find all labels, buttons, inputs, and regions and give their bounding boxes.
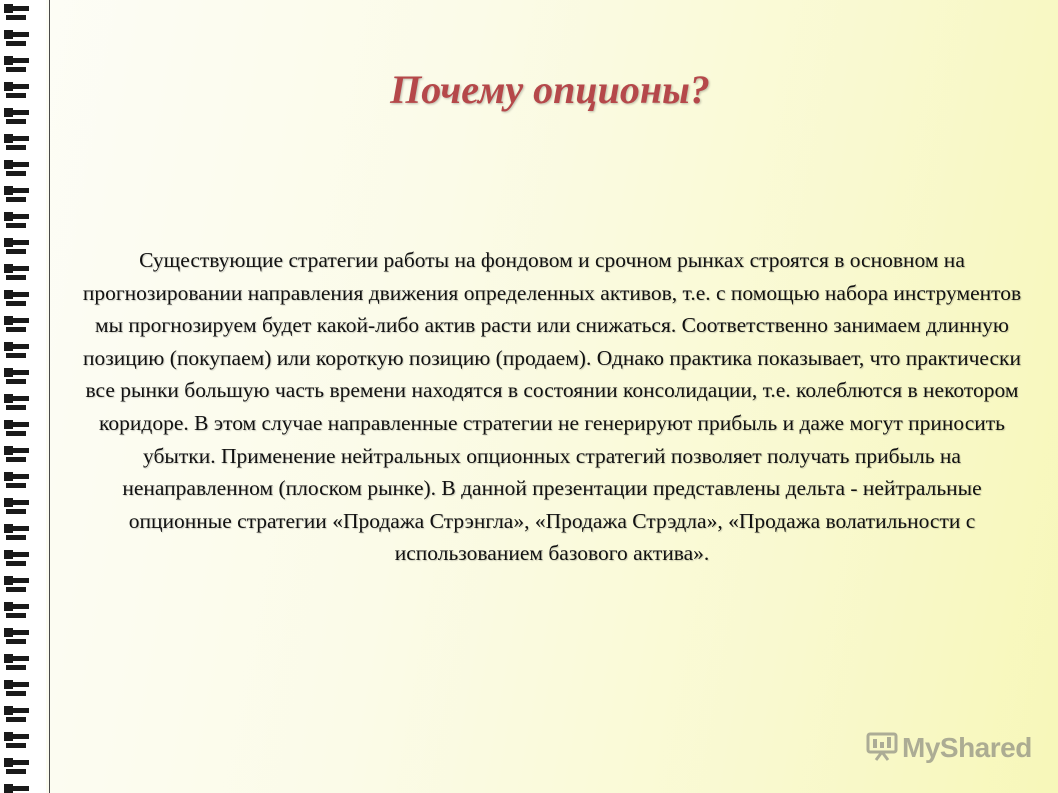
binding-ring	[4, 394, 29, 410]
binding-ring	[4, 602, 29, 618]
binding-ring	[4, 212, 29, 228]
binding-ring	[4, 758, 29, 774]
binding-ring	[4, 82, 29, 98]
binding-ring	[4, 550, 29, 566]
binding-ring	[4, 30, 29, 46]
binding-ring	[4, 4, 29, 20]
binding-ring	[4, 446, 29, 462]
binding-ring	[4, 420, 29, 436]
binding-ring	[4, 160, 29, 176]
slide-title: Почему опционы?	[390, 67, 710, 112]
binding-ring	[4, 576, 29, 592]
binding-rings	[0, 0, 46, 793]
binding-ring	[4, 680, 29, 696]
binding-ring	[4, 56, 29, 72]
binding-ring	[4, 342, 29, 358]
watermark-text: MyShared	[902, 732, 1032, 763]
binding-ring	[4, 732, 29, 748]
binding-ring	[4, 784, 29, 793]
binding-ring	[4, 628, 29, 644]
slide-body-text: Существующие стратегии работы на фондовом и срочном рынках строятся в основном на прогнозировании направления движения определенных активов, т.е. с помощью набора инструментов мы прогнозируем будет какой-либо актив расти или снижаться. Соответственно занимаем длинную позицию (покупаем) или короткую позицию (продаем). Однако практика показывает, что практически все рынки большую часть времени находятся в состоянии консолидации, т.е. колеблются в некотором коридоре. В этом случае направленные стратегии не генерируют прибыль и даже могут приносить убытки. Применение нейтральных опционных стратегий позволяет получать прибыль на ненаправленном (плоском рынке). В данной презентации представлены дельта - нейтральные опционные стратегии «Продажа Стрэнгла», «Продажа Стрэдла», «Продажа волатильности с использованием базового актива».	[82, 248, 1022, 566]
binding-ring	[4, 108, 29, 124]
binding-ring	[4, 238, 29, 254]
binding-ring	[4, 368, 29, 384]
watermark	[866, 728, 1032, 768]
binding-ring	[4, 524, 29, 540]
slide-page	[50, 0, 1058, 793]
binding-ring	[4, 316, 29, 332]
notebook-binding	[0, 0, 46, 793]
presentation-screen-icon	[866, 730, 898, 767]
binding-ring	[4, 472, 29, 488]
binding-ring	[4, 134, 29, 150]
binding-ring	[4, 498, 29, 514]
binding-ring	[4, 290, 29, 306]
binding-ring	[4, 654, 29, 670]
binding-ring	[4, 186, 29, 202]
binding-ring	[4, 706, 29, 722]
binding-ring	[4, 264, 29, 280]
